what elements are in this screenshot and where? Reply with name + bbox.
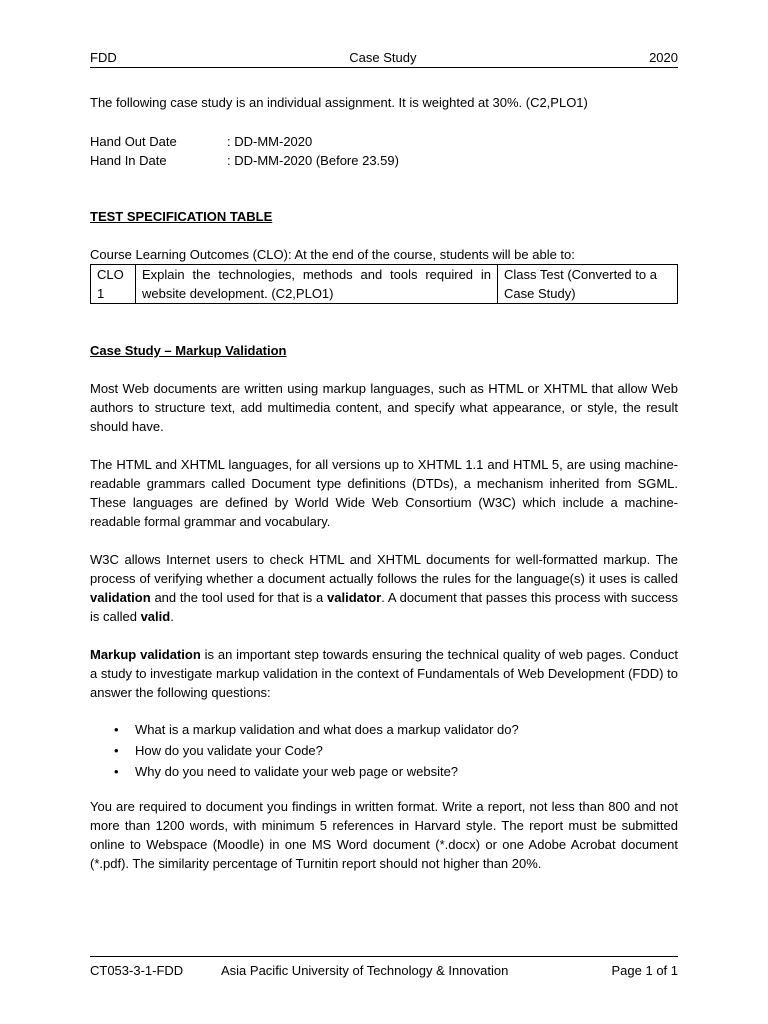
bullet-icon: •	[114, 764, 119, 779]
footer-module-code: CT053-3-1-FDD	[90, 963, 184, 978]
intro-text: The following case study is an individual assignment. It is weighted at 30%. (C2,PLO1)	[90, 95, 588, 110]
page-header	[90, 48, 678, 68]
clo-outcome-cell: Explain the technologies, methods and tools required in website development. (C2,PLO1)	[136, 265, 498, 304]
hand-out-row	[90, 132, 678, 151]
paragraph-requirements: You are required to document you findings in written format. Write a report, not less than 800 and not more than 1200 words, with minimum 5 references in Harvard style. The report must be submitted online to Webspace (Moodle) in one MS Word document (*.docx) or one Adobe Acrobat document (*.pdf). The similarity percentage of Turnitin report should not higher than 20%.	[90, 799, 678, 871]
clo-intro: Course Learning Outcomes (CLO): At the end of the course, students will be able to:	[90, 247, 575, 262]
term-validator: validator	[327, 590, 382, 605]
dates-block	[90, 132, 678, 170]
footer-page-number: Page 1 of 1	[611, 963, 678, 978]
term-markup-validation: Markup validation	[90, 647, 201, 662]
term-valid: valid	[140, 609, 171, 624]
page-footer	[90, 956, 678, 981]
list-item: • How do you validate your Code?	[90, 740, 678, 761]
header-year: 2020	[649, 50, 678, 65]
term-validation: validation	[90, 590, 151, 605]
hand-in-value: : DD-MM-2020 (Before 23.59)	[227, 153, 399, 168]
question-list	[90, 719, 678, 782]
bullet-icon: •	[114, 743, 119, 758]
clo-table	[90, 264, 678, 304]
header-title: Case Study	[349, 50, 417, 65]
clo-table-wrap	[90, 264, 678, 304]
paragraph-validation: W3C allows Internet users to check HTML and XHTML documents for well-formatted markup. The process of verifying whether a document actually follows the rules for the language(s) it uses is called validation and the tool used for that is a validator. A document that passes this process with success is called valid.	[90, 552, 679, 624]
header-module: FDD	[90, 50, 117, 65]
clo-assessment-cell: Class Test (Converted to a Case Study)	[498, 265, 678, 304]
paragraph-task: Markup validation is an important step towards ensuring the technical quality of web pages. Conduct a study to investigate markup validation in the context of Fundamentals of Web Development (FDD) to answer the following questions:	[90, 647, 678, 700]
list-item: • Why do you need to validate your web page or website?	[90, 761, 678, 782]
list-item: • What is a markup validation and what does a markup validator do?	[90, 719, 678, 740]
paragraph-dtd: The HTML and XHTML languages, for all versions up to XHTML 1.1 and HTML 5, are using machine-readable grammars called Document type definitions (DTDs), a mechanism inherited from SGML. These languages are defined by World Wide Web Consortium (W3C) which include a machine-readable formal grammar and vocabulary.	[90, 457, 678, 529]
table-row	[91, 265, 678, 304]
hand-out-label: Hand Out Date	[90, 134, 177, 149]
hand-out-value: : DD-MM-2020	[227, 134, 313, 149]
test-spec-heading: TEST SPECIFICATION TABLE	[90, 209, 273, 224]
case-study-heading: Case Study – Markup Validation	[90, 343, 287, 358]
paragraph-markup-languages: Most Web documents are written using markup languages, such as HTML or XHTML that allow Web authors to structure text, add multimedia content, and specify what appearance, or style, the result should have.	[90, 381, 678, 434]
footer-institution: Asia Pacific University of Technology & Innovation	[221, 963, 509, 978]
bullet-icon: •	[114, 722, 119, 737]
hand-in-row	[90, 151, 678, 170]
clo-id-cell: CLO 1	[91, 265, 136, 304]
hand-in-label: Hand In Date	[90, 153, 167, 168]
